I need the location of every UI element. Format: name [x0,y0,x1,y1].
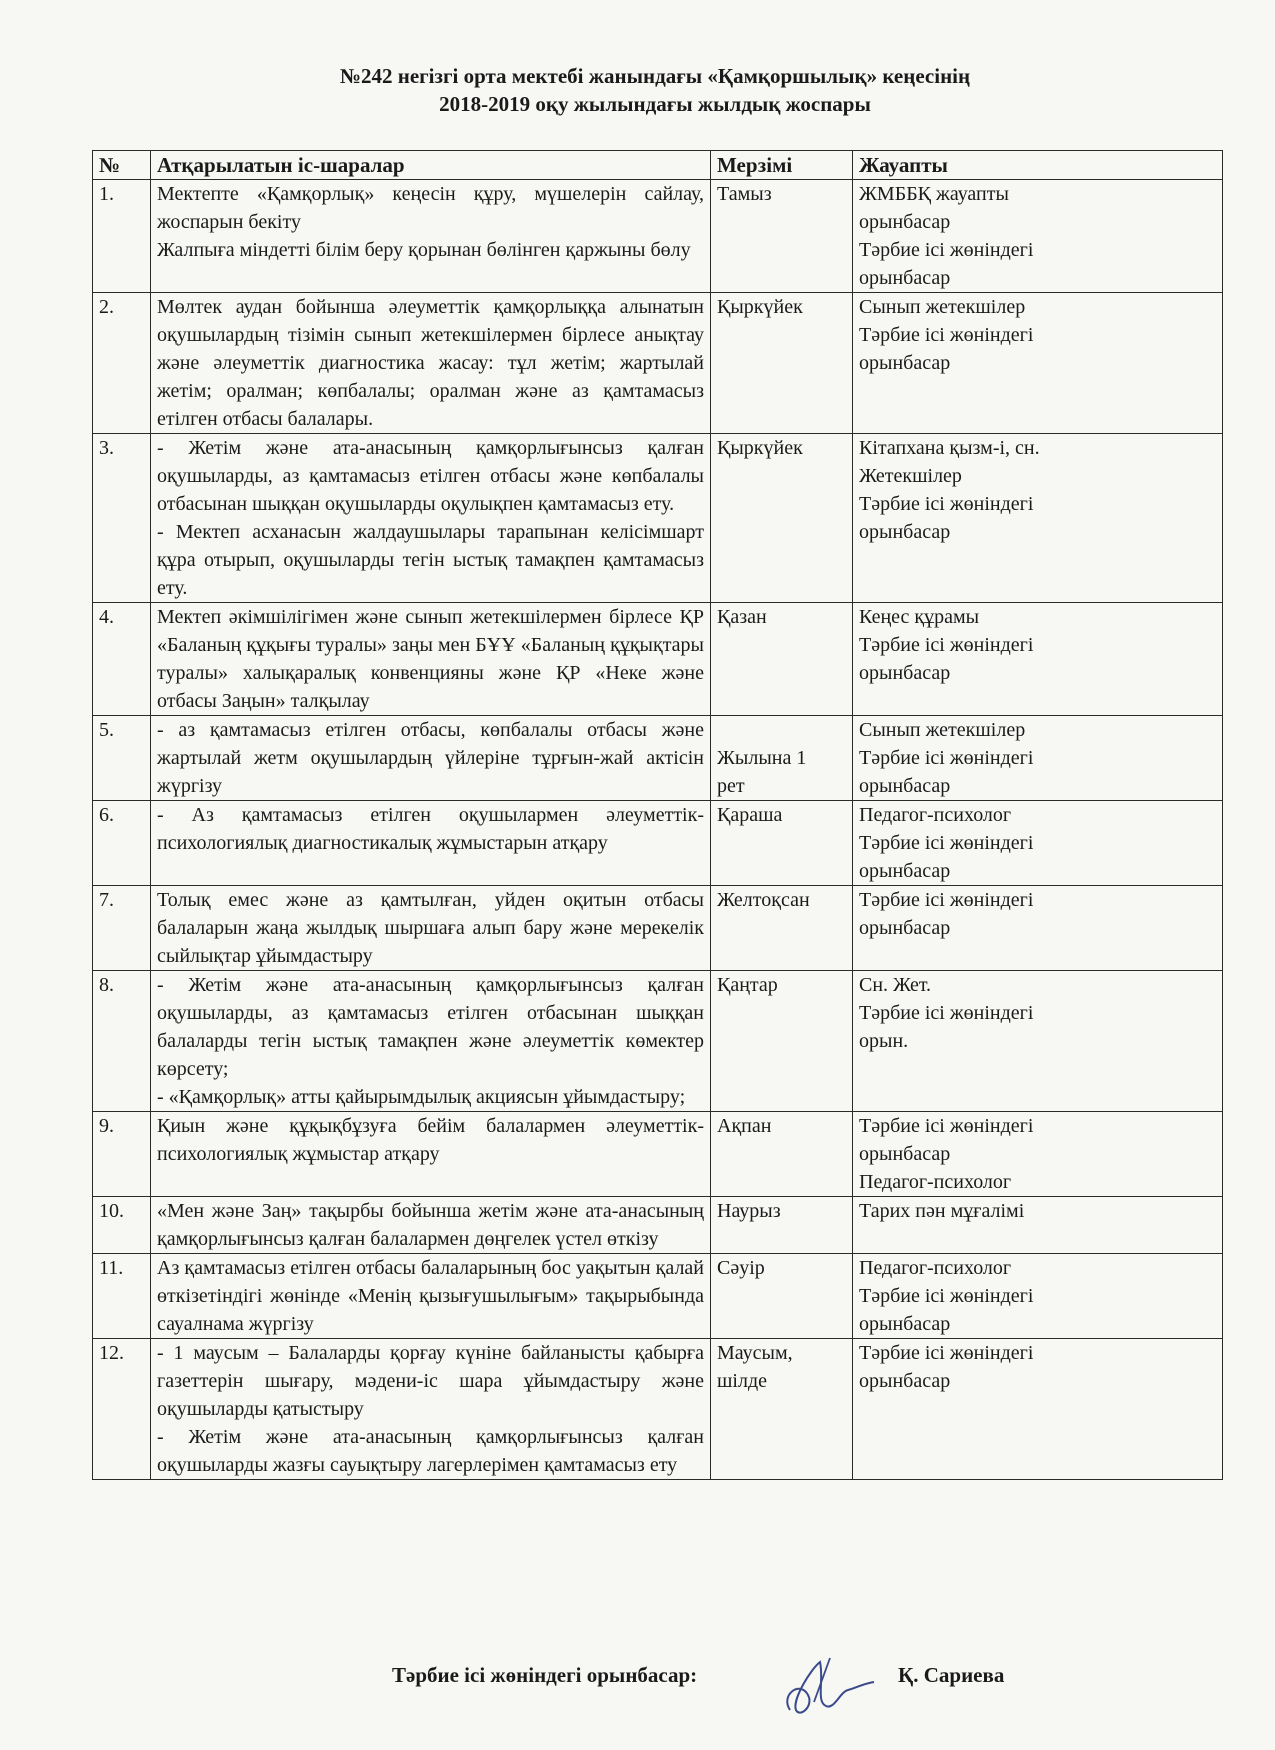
responsible-cell-line: Тәрбие ісі жөніндегі [859,634,1034,656]
responsible-cell-line: Сынып жетекшілер [859,296,1026,318]
row-number: 3. [93,434,151,603]
responsible-cell [853,1254,1223,1339]
responsible-cell [853,1112,1223,1197]
responsible-cell [853,886,1223,971]
activity-cell-line: Толық емес және аз қамтылған, уйден оқитын отбасы балаларын жаңа жылдық шыршаға алып бару және мерекелік сыйлықтар ұйымдастыру [157,889,704,967]
responsible-cell [853,716,1223,801]
row-number: 6. [93,801,151,886]
document-title [90,62,1220,118]
activity-cell [151,716,711,801]
activity-cell-line: Мөлтек аудан бойынша әлеуметтік қамқорлыққа алынатын оқушылардың тізімін сынып жетекшілермен бірлесе анықтау және әлеуметтік диагностика жасау: тұл жетім; жартылай жетім; оралман; көпбалалы; оралман және аз қамтамасыз етілген отбасы балалары. [157,296,704,430]
row-number: 10. [93,1197,151,1254]
responsible-cell-line: орынбасар [859,662,951,684]
responsible-cell-line: Педагог-психолог [859,1257,1012,1279]
responsible-cell-line: Тәрбие ісі жөніндегі [859,832,1034,854]
responsible-cell-line: ЖМББҚ жауапты [859,183,1009,205]
term-cell-line: Маусым, [717,1342,793,1364]
activity-cell [151,1197,711,1254]
term-cell [711,434,853,603]
term-cell [711,801,853,886]
activity-cell [151,1339,711,1480]
table-row [93,801,1223,886]
responsible-cell-line: Кеңес құрамы [859,606,980,628]
responsible-cell-line: Тәрбие ісі жөніндегі [859,747,1034,769]
row-number: 9. [93,1112,151,1197]
responsible-cell-line: Кітапхана қызм-і, сн. [859,437,1040,459]
activity-cell-line: «Мен және Заң» тақырбы бойынша жетім және ата-анасының қамқорлығынсыз қалған балалармен дөңгелек үстел өткізу [157,1200,704,1250]
term-cell [711,716,853,801]
responsible-cell [853,801,1223,886]
activity-cell-line: Жалпыға міндетті білім беру қорынан бөлінген қаржыны бөлу [157,239,691,261]
activity-cell-line: - Жетім және ата-анасының қамқорлығынсыз қалған оқушыларды, аз қамтамасыз етілген отбасы және көпбалалы отбасынан шыққан оқушыларды оқулықпен қамтамасыз ету. [157,437,704,515]
column-header-activity: Атқарылатын іс-шаралар [151,151,711,180]
term-cell-line: Қараша [717,804,783,826]
term-cell [711,293,853,434]
responsible-cell-line: орынбасар [859,267,951,289]
activity-cell [151,886,711,971]
responsible-cell-line: орын. [859,1030,909,1052]
footer-position: Тәрбие ісі жөніндегі орынбасар: [392,1663,698,1687]
responsible-cell-line: Тәрбие ісі жөніндегі [859,1115,1034,1137]
term-cell-line: Қыркүйек [717,296,803,318]
row-number: 12. [93,1339,151,1480]
responsible-cell-line: Педагог-психолог [859,1171,1012,1193]
term-cell-line: Сәуір [717,1257,765,1279]
activity-cell [151,434,711,603]
activity-cell-line: Қиын және құқықбұзуға бейім балалармен әлеуметтік-психологиялық жұмыстар атқару [157,1115,704,1165]
activity-cell-line: - «Қамқорлық» атты қайырымдылық акциясын ұйымдастыру; [157,1086,686,1108]
term-cell-line: Тамыз [717,183,772,205]
responsible-cell-line: орынбасар [859,352,951,374]
term-cell [711,180,853,293]
responsible-cell-line: Тәрбие ісі жөніндегі [859,239,1034,261]
activity-cell [151,293,711,434]
term-cell [711,1197,853,1254]
row-number: 7. [93,886,151,971]
table-row [93,1112,1223,1197]
activity-cell-line: - Мектеп асханасын жалдаушылары тарапынан келісімшарт құра отырып, оқушыларды тегін ыстық тамақпен қамтамасыз ету. [157,521,704,599]
responsible-cell-line: Тәрбие ісі жөніндегі [859,1342,1034,1364]
table-row [93,886,1223,971]
responsible-cell-line: орынбасар [859,1143,951,1165]
table-row [93,180,1223,293]
term-cell-line [717,716,846,744]
table-header-row [93,151,1223,180]
term-cell [711,1112,853,1197]
activity-cell-line: Мектеп әкімшілігімен және сынып жетекшілермен бірлесе ҚР «Баланың құқығы туралы» заңы мен БҰҰ «Баланың құқықтары туралы» халықаралық конвенцияны және ҚР «Неке және отбасы Заңын» талқылау [157,606,704,712]
responsible-cell-line: Тәрбие ісі жөніндегі [859,324,1034,346]
responsible-cell [853,1197,1223,1254]
term-cell-line: Қазан [717,606,767,628]
activity-cell [151,1112,711,1197]
responsible-cell-line: Тәрбие ісі жөніндегі [859,493,1034,515]
responsible-cell-line: Тәрбие ісі жөніндегі [859,1285,1034,1307]
table-row [93,434,1223,603]
term-cell-line: рет [717,775,745,797]
responsible-cell-line: Тәрбие ісі жөніндегі [859,1002,1034,1024]
responsible-cell-line: орынбасар [859,860,951,882]
responsible-cell [853,180,1223,293]
responsible-cell-line: орынбасар [859,1313,951,1335]
activity-cell-line: Мектепте «Қамқорлық» кеңесін құру, мүшелерін сайлау, жоспарын бекіту [157,183,704,233]
term-cell-line: шілде [717,1370,767,1392]
activity-cell-line: Аз қамтамасыз етілген отбасы балаларының бос уақытын қалай өткізетіндігі жөнінде «Менің қызығушылығым» тақырыбында сауалнама жүргізу [157,1257,704,1335]
activity-cell [151,801,711,886]
table-row [93,1339,1223,1480]
column-header-responsible: Жауапты [853,151,1223,180]
activity-cell [151,971,711,1112]
term-cell [711,886,853,971]
title-line-1: №242 негізгі орта мектебі жанындағы «Қамқоршылық» кеңесінің [339,64,971,88]
title-line-2: 2018-2019 оқу жылындағы жылдық жоспары [439,92,871,116]
activity-cell [151,1254,711,1339]
term-cell-line: Қаңтар [717,974,778,996]
column-header-number: № [93,151,151,180]
activity-cell [151,180,711,293]
activity-cell-line: - Жетім және ата-анасының қамқорлығынсыз қалған оқушыларды жазғы сауықтыру лагерлерімен қамтамасыз ету [157,1426,704,1476]
responsible-cell-line: орынбасар [859,1370,951,1392]
term-cell-line: Наурыз [717,1200,781,1222]
column-header-term: Мерзімі [711,151,853,180]
responsible-cell [853,971,1223,1112]
activity-cell-line: - Аз қамтамасыз етілген оқушылармен әлеуметтік-психологиялық диагностикалық жұмыстарын атқару [157,804,704,854]
responsible-cell-line: Тәрбие ісі жөніндегі [859,889,1034,911]
table-row [93,716,1223,801]
responsible-cell-line: Тарих пән мұғалімі [859,1200,1025,1222]
handwritten-signature [770,1640,880,1730]
footer-name: Қ. Сариева [898,1663,1005,1687]
plan-table [92,150,1223,1480]
responsible-cell [853,293,1223,434]
table-row [93,971,1223,1112]
term-cell [711,971,853,1112]
responsible-cell-line: Сынып жетекшілер [859,719,1026,741]
row-number: 8. [93,971,151,1112]
term-cell [711,1254,853,1339]
responsible-cell [853,1339,1223,1480]
activity-cell-line: - аз қамтамасыз етілген отбасы, көпбалалы отбасы және жартылай жетм оқушылардың үйлеріне тұрғын-жай актісін жүргізу [157,719,704,797]
table-row [93,1197,1223,1254]
row-number: 5. [93,716,151,801]
row-number: 11. [93,1254,151,1339]
responsible-cell-line: орынбасар [859,521,951,543]
responsible-cell-line: орынбасар [859,211,951,233]
row-number: 2. [93,293,151,434]
term-cell-line: Қыркүйек [717,437,803,459]
activity-cell [151,603,711,716]
table-row [93,603,1223,716]
responsible-cell [853,434,1223,603]
responsible-cell [853,603,1223,716]
term-cell-line: Ақпан [717,1115,772,1137]
term-cell-line: Жылына 1 [717,747,807,769]
activity-cell-line: - 1 маусым – Балаларды қорғау күніне байланысты қабырға газеттерін шығару, мәдени-іс шара ұйымдастыру және оқушыларды қатыстыру [157,1342,704,1420]
term-cell [711,1339,853,1480]
table-row [93,1254,1223,1339]
activity-cell-line: - Жетім және ата-анасының қамқорлығынсыз қалған оқушыларды, аз қамтамасыз етілген отбасынан шыққан балаларды тегін ыстық тамақпен және әлеуметтік көмектер көрсету; [157,974,704,1080]
responsible-cell-line: орынбасар [859,775,951,797]
row-number: 1. [93,180,151,293]
row-number: 4. [93,603,151,716]
responsible-cell-line: орынбасар [859,917,951,939]
term-cell [711,603,853,716]
responsible-cell-line: Педагог-психолог [859,804,1012,826]
responsible-cell-line: Сн. Жет. [859,974,932,996]
term-cell-line: Желтоқсан [717,889,810,911]
responsible-cell-line: Жетекшілер [859,465,962,487]
table-row [93,293,1223,434]
